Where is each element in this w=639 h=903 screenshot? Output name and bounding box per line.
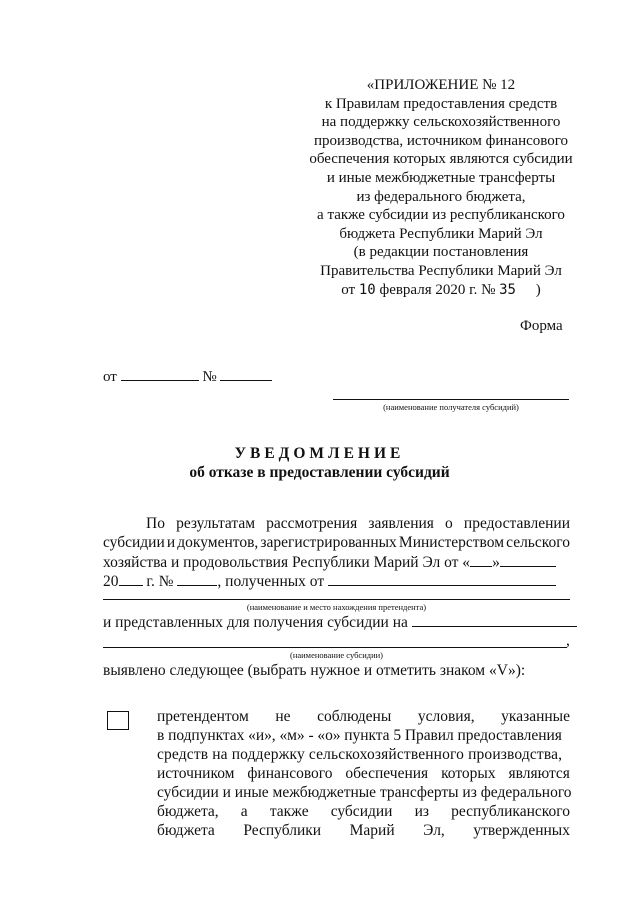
number-field[interactable] xyxy=(220,367,272,381)
word: претендентом xyxy=(157,708,249,725)
word: являются xyxy=(508,765,570,782)
date-prefix: от xyxy=(341,281,356,298)
applicant-caption: (наименование и место нахождения претендента) xyxy=(246,602,427,612)
appendix-line: производства, источником финансового xyxy=(313,132,569,149)
day-field[interactable] xyxy=(470,553,492,567)
item1-line2: в подпунктах «и», «м» - «о» пункта 5 Правил предоставления xyxy=(157,727,562,744)
word: и xyxy=(166,534,176,551)
applicant-field[interactable] xyxy=(328,572,556,586)
reg-number-field[interactable] xyxy=(177,572,217,586)
word: источником xyxy=(157,765,235,782)
date-day: 10 xyxy=(358,281,376,298)
word: документов, xyxy=(177,534,259,551)
word: зарегистрированных xyxy=(260,534,397,551)
from-label: от xyxy=(103,369,117,385)
para1-line1 xyxy=(146,515,570,533)
word: утвержденных xyxy=(473,822,570,839)
appendix-line: на поддержку сельскохозяйственного xyxy=(321,114,561,131)
date-field[interactable] xyxy=(121,367,199,381)
subsidy-caption: (наименование субсидии) xyxy=(289,650,384,660)
appendix-line: (в редакции постановления xyxy=(353,244,529,261)
item1-line6 xyxy=(157,803,570,821)
appendix-header xyxy=(290,76,592,299)
appendix-line: «ПРИЛОЖЕНИЕ № 12 xyxy=(366,77,516,93)
month-field[interactable] xyxy=(500,553,556,567)
word: субсидии xyxy=(330,803,393,820)
word: Марий xyxy=(349,822,395,839)
decree-number: 35 xyxy=(499,281,516,298)
appendix-line: к Правилам предоставления средств xyxy=(324,95,558,112)
year-field[interactable] xyxy=(119,572,143,586)
word: рассмотрения xyxy=(266,515,358,532)
closing-paren: ) xyxy=(535,281,541,298)
word: условия, xyxy=(417,708,475,725)
item1-line5: субсидии и иные межбюджетные трансферты из федерального xyxy=(157,784,572,801)
word: из xyxy=(414,803,430,820)
subsidy-field-line[interactable] xyxy=(103,647,567,648)
appendix-line: бюджета Республики Марий Эл xyxy=(339,225,543,242)
appendix-date-line xyxy=(290,281,592,300)
found-text: выявлено следующее (выбрать нужное и отметить знаком «V»): xyxy=(103,662,526,679)
word: Республики xyxy=(243,822,322,839)
word: обеспечения xyxy=(345,765,429,782)
appendix-line: обеспечения которых являются субсидии xyxy=(309,151,573,168)
comma: , xyxy=(566,632,570,649)
recipient-caption: (наименование получателя субсидий) xyxy=(383,402,519,412)
word: сельского xyxy=(506,534,570,551)
word: заявления xyxy=(368,515,434,532)
date-number-line xyxy=(103,367,272,386)
item1-line1 xyxy=(157,708,570,726)
word: бюджета xyxy=(157,822,215,839)
word: бюджета, xyxy=(157,803,219,820)
item1-line4 xyxy=(157,765,570,783)
quote-close: » xyxy=(492,554,500,571)
subsidy-field[interactable] xyxy=(412,613,577,627)
word: о xyxy=(445,515,453,532)
number-label: г. № xyxy=(146,573,174,590)
appendix-line: а также субсидии из республиканского xyxy=(317,207,565,224)
submitted-line xyxy=(103,613,577,632)
number-label: № xyxy=(202,369,217,385)
word: финансового xyxy=(247,765,333,782)
item1-checkbox[interactable] xyxy=(107,711,129,730)
applicant-field-line[interactable] xyxy=(103,599,570,600)
received-from: , полученных от xyxy=(217,573,325,590)
document-title: УВЕДОМЛЕНИЕ xyxy=(234,445,405,462)
word: По xyxy=(146,515,165,532)
word: Эл, xyxy=(423,822,445,839)
word: результатам xyxy=(176,515,256,532)
para1-line4 xyxy=(103,572,556,591)
word: которых xyxy=(441,765,496,782)
form-label: Форма xyxy=(520,318,563,334)
word: республиканского xyxy=(451,803,570,820)
word: указанные xyxy=(501,708,570,725)
submitted-text: и представленных для получения субсидии на xyxy=(103,614,408,631)
word: соблюдены xyxy=(317,708,392,725)
word: также xyxy=(269,803,309,820)
year-prefix: 20 xyxy=(103,573,119,590)
item1-line7 xyxy=(157,822,570,840)
para1-line3 xyxy=(103,553,556,572)
item1-line3: средств на поддержку сельскохозяйственного производства, xyxy=(157,746,563,763)
word: предоставлении xyxy=(463,515,570,532)
word: не xyxy=(275,708,291,725)
appendix-line: Правительства Республики Марий Эл xyxy=(320,262,562,279)
para1-line2 xyxy=(103,534,570,552)
line3-text: хозяйства и продовольствия Республики Марий Эл от « xyxy=(103,554,471,571)
date-text: февраля 2020 г. № xyxy=(379,281,496,298)
word: Министерством xyxy=(398,534,505,551)
word: субсидии xyxy=(103,534,165,551)
word: а xyxy=(240,803,248,820)
appendix-line: и иные межбюджетные трансферты xyxy=(326,169,556,186)
recipient-field[interactable] xyxy=(333,399,569,400)
appendix-line: из федерального бюджета, xyxy=(356,188,526,205)
document-subtitle: об отказе в предоставлении субсидий xyxy=(189,464,450,481)
